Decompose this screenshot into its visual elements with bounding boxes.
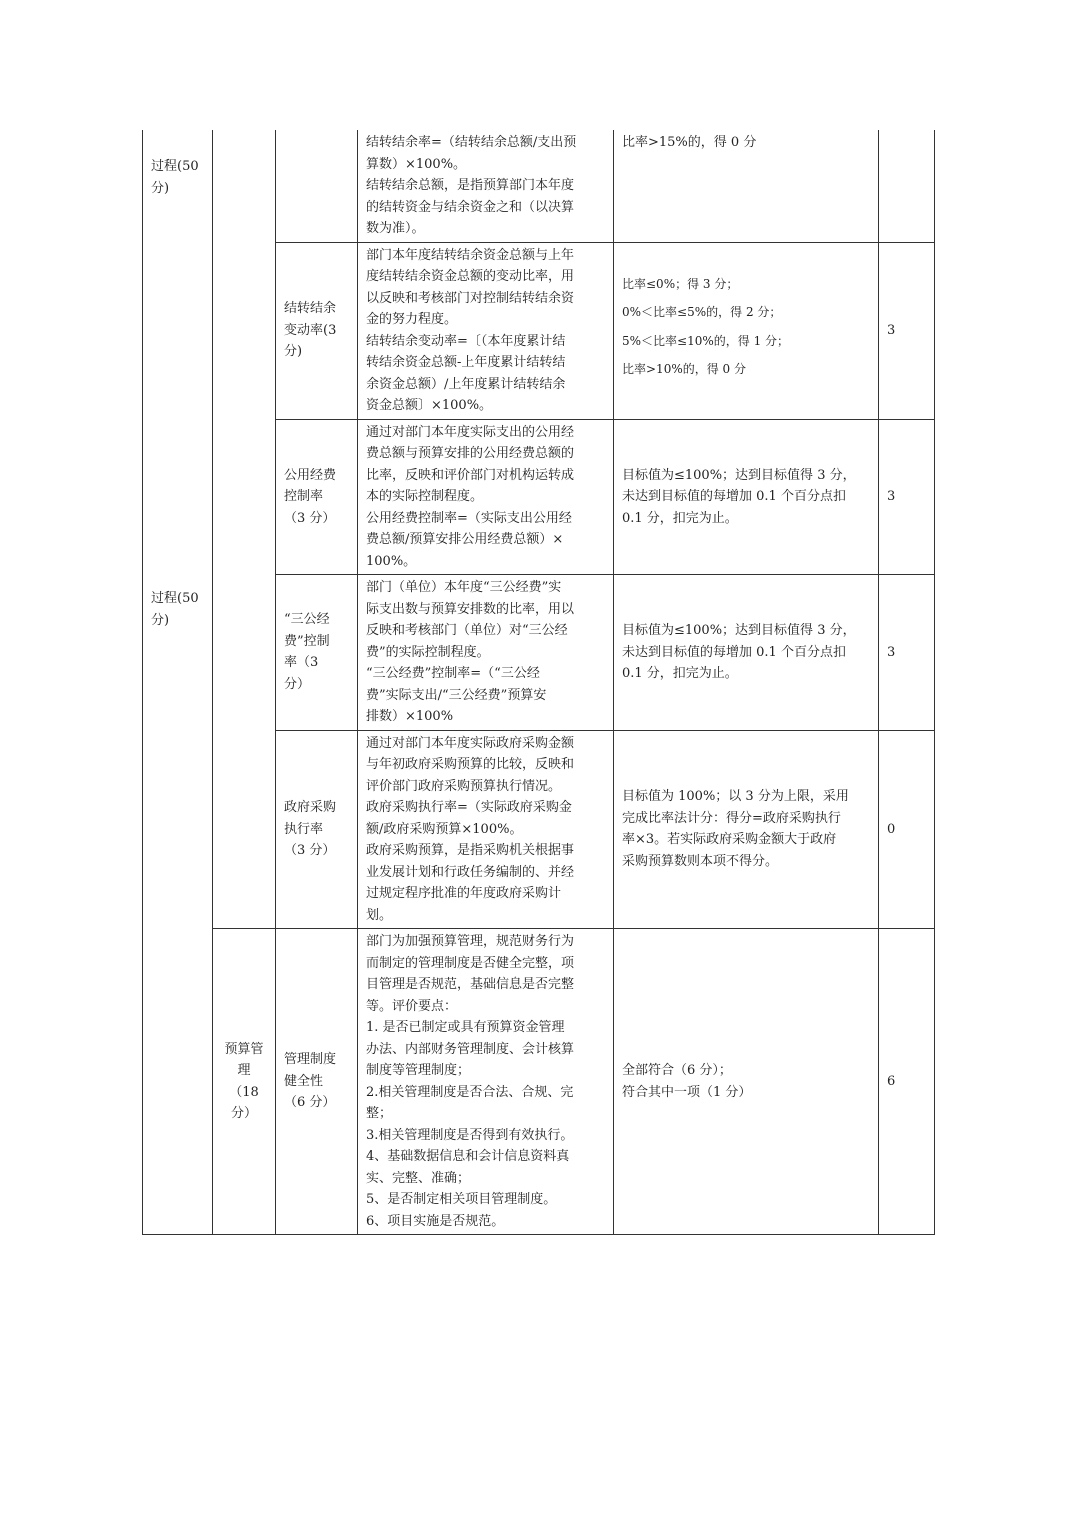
criteria-cell: 比率>15%的，得 0 分 — [614, 130, 879, 242]
indicator-cell: 结转结余 变动率(3 分) — [276, 242, 358, 419]
evaluation-table — [142, 130, 935, 1235]
score-cell — [879, 130, 935, 242]
score-cell: 0 — [879, 730, 935, 929]
score-cell: 3 — [879, 575, 935, 731]
indicator-cell: “三公经 费”控制 率（3 分） — [276, 575, 358, 731]
description-cell: 通过对部门本年度实际支出的公用经 费总额与预算安排的公用经费总额的 比率，反映和评价部门对机构运转成 本的实际控制程度。 公用经费控制率=（实际支出公用经 费总额/预算安排公用经费总额）× 100%。 — [358, 419, 614, 575]
criteria-cell: 目标值为 100%；以 3 分为上限，采用 完成比率法计分：得分=政府采购执行 率×3。若实际政府采购金额大于政府 采购预算数则本项不得分。 — [614, 730, 879, 929]
criteria-cell: 比率≤0%；得 3 分； 0%＜比率≤5%的，得 2 分； 5%＜比率≤10%的，得 1 分； 比率>10%的，得 0 分 — [614, 242, 879, 419]
table-row — [143, 130, 935, 242]
category-cell — [143, 242, 213, 1235]
indicator-cell: 管理制度 健全性 （6 分） — [276, 929, 358, 1235]
score-cell: 6 — [879, 929, 935, 1235]
description-cell: 部门为加强预算管理，规范财务行为 而制定的管理制度是否健全完整，项 目管理是否规范，基础信息是否完整 等。评价要点： 1. 是否已制定或具有预算资金管理 办法、内部财务管理制度、会计核算 制度等管理制度； 2.相关管理制度是否合法、合规、完 整； 3.相关管理制度是否得到有效执行。 4、基础数据信息和会计信息资料真 实、完整、准确； 5、是否制定相关项目管理制度。 6、项目实施是否规范。 — [358, 929, 614, 1235]
subcategory-cell — [213, 929, 276, 1235]
description-cell: 部门本年度结转结余资金总额与上年 度结转结余资金总额的变动比率，用 以反映和考核部门对控制结转结余资 金的努力程度。 结转结余变动率=〔（本年度累计结 转结余资金总额-上年度累计结转结 余资金总额）/上年度累计结转结余 资金总额〕×100%。 — [358, 242, 614, 419]
description-cell: 通过对部门本年度实际政府采购金额 与年初政府采购预算的比较，反映和 评价部门政府采购预算执行情况。 政府采购执行率=（实际政府采购金 额/政府采购预算×100%。 政府采购预算，是指采购机关根据事 业发展计划和行政任务编制的、并经 过规定程序批准的年度政府采购计 划。 — [358, 730, 614, 929]
budget-management-label: 预算管 理 （18 分） — [224, 1041, 264, 1121]
indicator-cell: 政府采购 执行率 （3 分） — [276, 730, 358, 929]
category-label-top: 过程(50 分) — [151, 159, 199, 196]
criteria-cell: 全部符合（6 分）； 符合其中一项（1 分） — [614, 929, 879, 1235]
criteria-cell: 目标值为≤100%；达到目标值得 3 分， 未达到目标值的每增加 0.1 个百分点扣 0.1 分，扣完为止。 — [614, 575, 879, 731]
score-cell: 3 — [879, 242, 935, 419]
category-label-mid: 过程(50 分) — [151, 591, 199, 628]
table-row — [143, 929, 935, 1235]
category-cell — [143, 130, 213, 242]
indicator-cell: 公用经费 控制率 （3 分） — [276, 419, 358, 575]
score-cell: 3 — [879, 419, 935, 575]
subcategory-cell — [213, 130, 276, 929]
description-cell: 结转结余率=（结转结余总额/支出预 算数）×100%。 结转结余总额，是指预算部门本年度 的结转资金与结余资金之和（以决算 数为准）。 — [358, 130, 614, 242]
indicator-cell — [276, 130, 358, 242]
criteria-cell: 目标值为≤100%；达到目标值得 3 分， 未达到目标值的每增加 0.1 个百分点扣 0.1 分，扣完为止。 — [614, 419, 879, 575]
description-cell: 部门（单位）本年度“三公经费”实 际支出数与预算安排数的比率，用以 反映和考核部门（单位）对“三公经 费”的实际控制程度。 “三公经费”控制率=（“三公经 费”实际支出/“三公经费”预算安 排数）×100% — [358, 575, 614, 731]
